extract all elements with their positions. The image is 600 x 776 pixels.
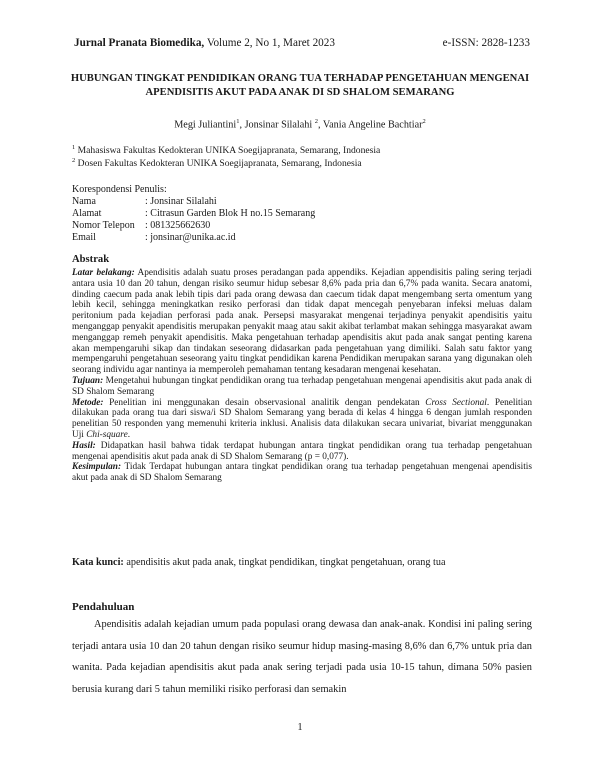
correspondence-value: : Citrasun Garden Blok H no.15 Semarang: [145, 208, 316, 219]
journal-header: [74, 37, 530, 49]
abstract-aim: [72, 376, 532, 398]
correspondence-row: [72, 208, 315, 219]
introduction-paragraph: Apendisitis adalah kejadian umum pada populasi orang dewasa dan anak-anak. Kondisi ini paling sering terjadi antara usia 10 dan 20 tahun dengan risiko seumur hidup masing-masing 8,6% dan 6,7% untuk pria dan wanita. Pada kejadian apendisitis akut pada anak sering terjadi pada usia 10-15 tahun, dimana 50% pasien berusia kurang dari 5 tahun memiliki risiko perforasi dan semakin: [72, 619, 532, 695]
affiliation-mark: 1: [72, 144, 76, 151]
correspondence-value: : Jonsinar Silalahi: [145, 196, 217, 207]
affiliation-text: Dosen Fakultas Kedokteran UNIKA Soegijapranata, Semarang, Indonesia: [75, 158, 362, 170]
volume-info: Volume 2, No 1, Maret 2023: [204, 37, 335, 49]
abstract-text: Didapatkan hasil bahwa tidak terdapat hubungan antara tingkat pendidikan orang tua terhadap pengetahuan mengenai apendisitis akut pada anak di SD Shalom Semarang (p = 0,077).: [72, 440, 532, 462]
correspondence-row: [72, 232, 236, 243]
abstract-label: Latar belakang:: [72, 268, 135, 278]
correspondence-row: [72, 220, 210, 231]
correspondence-key: Nomor Telepon: [72, 220, 135, 231]
correspondence-row: [72, 196, 217, 207]
abstract-body: [72, 268, 532, 484]
affiliation: [72, 157, 362, 169]
journal-name: Jurnal Pranata Biomedika,: [74, 37, 205, 49]
correspondence-value: : 08132566​2630: [145, 220, 211, 231]
correspondence-key: Email: [72, 232, 96, 243]
abstract-text: Apendisitis adalah suatu proses peradangan pada appendiks. Kejadian appendisitis paling sering terjadi antara usia 10 dan 20 tahun, dengan risiko seumur hidup sebesar 8,6% pada pria dan 6,7% pada wanita. Secara anatomi, dinding caecum pada anak lebih tipis dari pada orang dewasa dan caecum tidak dapat mengembang serta omentum yang lebih kecil, sehingga meningkatkan resiko perforasi dan tidak dapat mencegah penyebaran infeksi meluas dalam peritonium pada kejadian perforasi pada anak. Persepsi masyarakat mengenai terjadinya penyakit apendisitis yaitu menganggap penyakit apendisitis merupakan penyakit maag atau sakit akibat terlambat makan sehingga masyarakat awam menganggap remeh penyakit apendisitis. Maka pengetahuan terhadap apendisitis akut pada anak sangat penting karena akan mempengaruhi sikap dan tindakan seseorang didasarkan pada pengetahuan yang dimiliki. Salah satu faktor yang mempengaruhi pengetahuan seseorang yaitu tingkat pendidikan karena Pendidikan merupakan sarana yang digunakan oleh seorang individu agar nantinya ia memperoleh pemahaman tentang kesadaran mengenai kesehatan.: [72, 268, 532, 376]
abstract-result: [72, 441, 532, 463]
abstract-heading: Abstrak: [72, 254, 110, 265]
abstract-conclusion: [72, 462, 532, 484]
abstract-label: Metode:: [72, 397, 104, 408]
author-name: Jonsinar Silalahi: [244, 119, 315, 131]
keywords: [72, 557, 445, 568]
correspondence-email[interactable]: : jonsinar@unika.ac.id: [145, 232, 236, 243]
author-name: Megi Juliantini: [174, 119, 237, 131]
keywords-label: Kata kunci:: [72, 557, 124, 568]
affiliation-text: Mahasiswa Fakultas Kedokteran UNIKA Soegijapranata, Semarang, Indonesia: [75, 145, 381, 157]
author-affiliation-mark: 2: [422, 118, 426, 125]
correspondence-title: Korespondensi Penulis:: [72, 184, 167, 195]
abstract-label: Tujuan:: [72, 375, 104, 386]
abstract-method: [72, 398, 532, 441]
keywords-text: apendisitis akut pada anak, tingkat pendidikan, tingkat pengetahuan, orang tua: [123, 557, 446, 568]
abstract-text: . Penelitian dilakukan pada orang tua dari siswa/i SD Shalom Semarang yang berada di kelas 4 hingga 6 dengan jumlah responden penelitian 50 responden yang memenuhi kriteria inklusi. Analisis data dilakukan secara univariat, bivariat menggunakan Uji: [72, 397, 532, 440]
author-affiliation-mark: 1: [236, 118, 240, 125]
section-heading: Pendahuluan: [72, 601, 135, 613]
abstract-text: Tidak Terdapat hubungan antara tingkat pendidikan orang tua terhadap pengetahuan mengenai apendisitis akut pada anak di SD Shalom Semarang: [72, 462, 532, 484]
abstract-italic-term: Chi-square: [86, 429, 128, 440]
affiliation: [72, 144, 380, 156]
author-name: Vania Angeline Bachtiar: [322, 119, 423, 131]
page-number: 1: [297, 722, 303, 733]
correspondence-key: Nama: [72, 196, 96, 207]
abstract-label: Kesimpulan:: [72, 462, 122, 473]
issn: e-ISSN: 2828-1233: [442, 37, 530, 49]
paper-title: HUBUNGAN TINGKAT PENDIDIKAN ORANG TUA TERHADAP PENGETAHUAN MENGENAI APENDISITIS AKUT PADA ANAK DI SD SHALOM SEMARANG: [70, 73, 530, 98]
author-affiliation-mark: 2: [314, 118, 318, 125]
affiliation-mark: 2: [72, 157, 76, 164]
abstract-label: Hasil:: [72, 440, 96, 451]
author-list: Megi Juliantini$^1$, Jonsinar Silalahi $^2$, Vania Angeline Bachtiar$^2$: [174, 118, 426, 131]
abstract-background: [72, 268, 532, 376]
abstract-text: Penelitian ini menggunakan desain observasional analitik dengan pendekatan: [103, 397, 426, 408]
abstract-italic-term: Cross Sectional: [425, 397, 487, 408]
abstract-text: Mengetahui hubungan tingkat pendidikan orang tua terhadap pengetahuan mengenai apendisitis akut pada anak di SD Shalom Semarang: [72, 375, 532, 397]
abstract-text: .: [127, 429, 131, 440]
correspondence-key: Alamat: [72, 208, 102, 219]
